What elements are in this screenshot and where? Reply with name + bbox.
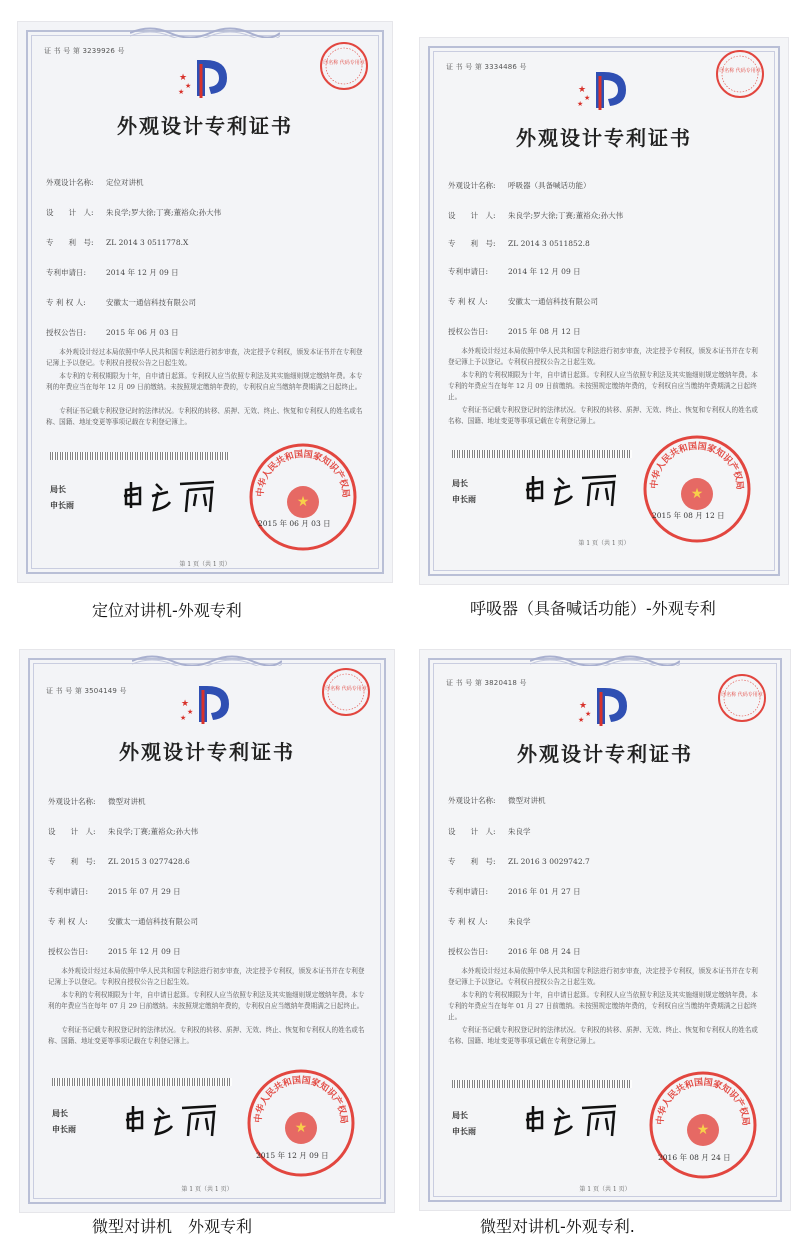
designers-value: 朱良学;丁赛;董裕众;孙大伟 — [108, 827, 199, 836]
grant-date-value: 2015 年 12 月 09 日 — [108, 947, 181, 956]
page-number: 第 1 页（共 1 页） — [579, 1186, 631, 1193]
filing-date-value: 2014 年 12 月 09 日 — [106, 268, 179, 277]
certificate-body-paragraph: 专利证书记载专利权登记时的法律状况。专利权的转移、质押、无效、终止、恢复和专利权人的姓名或名称、国籍、地址变更等事项记载在专利登记簿上。 — [448, 406, 758, 425]
patentee-row: 专 利 权 人: 安徽太一通信科技有限公司 — [46, 298, 196, 307]
svg-text:★: ★ — [577, 100, 584, 108]
svg-text:★: ★ — [179, 73, 188, 83]
certificate-body-paragraph: 专利证书记载专利权登记时的法律状况。专利权的转移、质押、无效、终止、恢复和专利权人的姓名或名称、国籍、地址变更等事项记载在专利登记簿上。 — [448, 1026, 758, 1045]
designers-value: 朱良学;罗大徐;丁赛;董裕众;孙大伟 — [106, 208, 222, 217]
certificate-body-paragraph: 本专利的专利权期限为十年，自申请日起算。专利权人应当依照专利法及其实施细则规定缴纳年费。本专利的年费应当在每年 01 月 27 日前缴纳。未按照规定缴纳年费的，专利权自应当缴纳年费期满之日起终止。 — [448, 991, 758, 1021]
certificate-body-paragraph: 本外观设计经过本局依照中华人民共和国专利法进行初步审查，决定授予专利权，颁发本证书并在专利登记簿上予以登记。专利权自授权公告之日起生效。 — [448, 347, 758, 366]
patentee-value: 朱良学 — [508, 917, 531, 926]
svg-text:★: ★ — [178, 88, 185, 96]
certificate-card-3 — [20, 650, 394, 1212]
designers-row: 设 计 人: 朱良学 — [448, 827, 531, 836]
director-title: 局长 — [452, 478, 468, 488]
agency-seal-text: 印名称 代码专用章 — [721, 692, 763, 698]
designers-row: 设 计 人: 朱良学;罗大徐;丁赛;董裕众;孙大伟 — [448, 211, 624, 220]
svg-text:★: ★ — [187, 708, 194, 716]
certificate-body-paragraph: 本外观设计经过本局依照中华人民共和国专利法进行初步审查，决定授予专利权，颁发本证书并在专利登记簿上予以登记。专利权自授权公告之日起生效。 — [46, 348, 363, 367]
agency-seal-text: 印名称 代码专用章 — [325, 686, 367, 692]
design-name-row: 外观设计名称: 微型对讲机 — [48, 797, 146, 806]
national-seal — [642, 434, 752, 544]
certificate-title: 外观设计专利证书 — [117, 114, 293, 138]
certificate-title: 外观设计专利证书 — [119, 740, 295, 764]
svg-text:★: ★ — [578, 716, 585, 724]
certificate-card-1 — [18, 22, 392, 582]
filing-date-row: 专利申请日: 2014 年 12 月 09 日 — [46, 268, 179, 277]
patentee-value: 安徽太一通信科技有限公司 — [508, 297, 598, 306]
designers-value: 朱良学;罗大徐;丁赛;董裕众;孙大伟 — [508, 211, 624, 220]
designers-row: 设 计 人: 朱良学;罗大徐;丁赛;董裕众;孙大伟 — [46, 208, 222, 217]
svg-text:★: ★ — [180, 714, 187, 722]
director-title: 局长 — [52, 1108, 68, 1118]
certificate-body-paragraph: 本外观设计经过本局依照中华人民共和国专利法进行初步审查，决定授予专利权，颁发本证书并在专利登记簿上予以登记。专利权自授权公告之日起生效。 — [48, 967, 365, 986]
certificate-body-paragraph: 本专利的专利权期限为十年，自申请日起算。专利权人应当依照专利法及其实施细则规定缴纳年费。本专利的年费应当在每年 07 月 29 日前缴纳。未按照规定缴纳年费的，专利权自应当缴纳年费期满之日起终止。 — [48, 991, 365, 1010]
patentee-value: 安徽太一通信科技有限公司 — [108, 917, 198, 926]
barcode — [452, 450, 632, 458]
svg-text:★: ★ — [296, 494, 310, 510]
patent-number-value: ZL 2015 3 0277428.6 — [108, 857, 190, 866]
director-name: 申长雨 — [452, 494, 476, 504]
patent-number-row: 专 利 号: ZL 2016 3 0029742.7 — [448, 857, 590, 866]
svg-text:★: ★ — [181, 699, 190, 709]
certificate-body-paragraph: 本专利的专利权期限为十年，自申请日起算。专利权人应当依照专利法及其实施细则规定缴纳年费。本专利的年费应当在每年 12 月 09 日前缴纳。未按照规定缴纳年费的，专利权自应当缴纳年费期满之日起终止。 — [448, 371, 758, 401]
svg-text:★: ★ — [578, 85, 587, 95]
national-seal — [648, 1070, 758, 1180]
grant-date-value: 2015 年 08 月 12 日 — [508, 327, 581, 336]
caption-1: 定位对讲机-外观专利 — [92, 601, 242, 620]
director-signature — [118, 474, 228, 518]
filing-date-value: 2014 年 12 月 09 日 — [508, 267, 581, 276]
caption-3: 微型对讲机 外观专利 — [92, 1217, 253, 1236]
grant-date-value: 2015 年 06 月 03 日 — [106, 328, 179, 337]
barcode — [452, 1080, 632, 1088]
patent-office-emblem-icon — [175, 54, 235, 102]
certificate-body-paragraph: 本外观设计经过本局依照中华人民共和国专利法进行初步审查，决定授予专利权，颁发本证书并在专利登记簿上予以登记。专利权自授权公告之日起生效。 — [448, 967, 758, 986]
caption-4: 微型对讲机-外观专利. — [480, 1217, 635, 1236]
patent-office-emblem-icon — [177, 680, 237, 728]
certificate-number: 证 书 号 第 3334486 号 — [446, 63, 527, 71]
certificate-title: 外观设计专利证书 — [516, 126, 692, 150]
design-name-row: 外观设计名称: 呼吸器（具备喊话功能） — [448, 181, 591, 190]
patent-number-value: ZL 2014 3 0511778.X — [106, 238, 189, 247]
certificate-page — [420, 650, 790, 1210]
grant-date-row: 授权公告日: 2015 年 12 月 09 日 — [48, 947, 181, 956]
director-signature — [520, 468, 630, 512]
barcode — [52, 1078, 232, 1086]
grant-date-row: 授权公告日: 2015 年 08 月 12 日 — [448, 327, 581, 336]
design-name-value: 微型对讲机 — [508, 796, 546, 805]
seal-date: 2015 年 12 月 09 日 — [256, 1151, 329, 1160]
certificate-title: 外观设计专利证书 — [517, 742, 693, 766]
filing-date-row: 专利申请日: 2016 年 01 月 27 日 — [448, 887, 581, 896]
certificate-body-paragraph: 专利证书记载专利权登记时的法律状况。专利权的转移、质押、无效、终止、恢复和专利权人的姓名或名称、国籍、地址变更等事项记载在专利登记簿上。 — [48, 1026, 365, 1045]
design-name-value: 定位对讲机 — [106, 178, 144, 187]
agency-seal — [320, 666, 372, 718]
director-signature — [120, 1098, 230, 1142]
patentee-value: 安徽太一通信科技有限公司 — [106, 298, 196, 307]
patentee-row: 专 利 权 人: 朱良学 — [448, 917, 531, 926]
certificate-body-paragraph: 本专利的专利权期限为十年，自申请日起算。专利权人应当依照专利法及其实施细则规定缴纳年费。本专利的年费应当在每年 12 月 09 日前缴纳。未按照规定缴纳年费的，专利权自应当缴纳年费期满之日起终止。 — [46, 372, 363, 391]
director-name: 申长雨 — [50, 500, 74, 510]
filing-date-value: 2016 年 01 月 27 日 — [508, 887, 581, 896]
svg-text:中华人民共和国国家知识产权局: 中华人民共和国国家知识产权局 — [649, 441, 745, 491]
patent-office-emblem-icon — [574, 66, 634, 114]
certificate-page — [420, 38, 788, 584]
certificate-number: 证 书 号 第 3820418 号 — [446, 679, 527, 687]
seal-date: 2016 年 08 月 24 日 — [658, 1153, 731, 1162]
certificate-page — [18, 22, 392, 582]
svg-text:★: ★ — [696, 1122, 710, 1138]
certificate-body-paragraph: 专利证书记载专利权登记时的法律状况。专利权的转移、质押、无效、终止、恢复和专利权人的姓名或名称、国籍、地址变更等事项记载在专利登记簿上。 — [46, 407, 363, 426]
page-number: 第 1 页（共 1 页） — [179, 561, 231, 568]
svg-text:★: ★ — [294, 1120, 308, 1136]
patentee-row: 专 利 权 人: 安徽太一通信科技有限公司 — [48, 917, 198, 926]
grant-date-value: 2016 年 08 月 24 日 — [508, 947, 581, 956]
filing-date-row: 专利申请日: 2015 年 07 月 29 日 — [48, 887, 181, 896]
filing-date-value: 2015 年 07 月 29 日 — [108, 887, 181, 896]
national-seal — [248, 442, 358, 552]
agency-seal-text: 印名称 代码专用章 — [323, 60, 365, 66]
certificate-number: 证 书 号 第 3239926 号 — [44, 47, 125, 55]
agency-seal — [318, 40, 370, 92]
patent-number-value: ZL 2016 3 0029742.7 — [508, 857, 590, 866]
patent-office-emblem-icon — [575, 682, 635, 730]
svg-text:★: ★ — [585, 710, 592, 718]
director-name: 申长雨 — [452, 1126, 476, 1136]
director-title: 局长 — [50, 484, 66, 494]
designers-row: 设 计 人: 朱良学;丁赛;董裕众;孙大伟 — [48, 827, 199, 836]
patent-number-row: 专 利 号: ZL 2014 3 0511778.X — [46, 238, 189, 247]
certificate-number: 证 书 号 第 3504149 号 — [46, 687, 127, 695]
scroll-ornament — [132, 652, 282, 666]
design-name-value: 呼吸器（具备喊话功能） — [508, 181, 591, 190]
svg-text:★: ★ — [185, 82, 192, 90]
designers-value: 朱良学 — [508, 827, 531, 836]
svg-text:中华人民共和国国家知识产权局: 中华人民共和国国家知识产权局 — [253, 1075, 349, 1125]
page-number: 第 1 页（共 1 页） — [181, 1186, 233, 1193]
design-name-row: 外观设计名称: 定位对讲机 — [46, 178, 144, 187]
director-signature — [520, 1098, 630, 1142]
filing-date-row: 专利申请日: 2014 年 12 月 09 日 — [448, 267, 581, 276]
certificate-card-4 — [420, 650, 790, 1210]
svg-text:中华人民共和国国家知识产权局: 中华人民共和国国家知识产权局 — [655, 1077, 751, 1127]
scroll-ornament — [530, 652, 680, 666]
agency-seal — [714, 48, 766, 100]
page-number: 第 1 页（共 1 页） — [578, 540, 630, 547]
grant-date-row: 授权公告日: 2015 年 06 月 03 日 — [46, 328, 179, 337]
certificate-card-2 — [420, 38, 788, 584]
grant-date-row: 授权公告日: 2016 年 08 月 24 日 — [448, 947, 581, 956]
design-name-value: 微型对讲机 — [108, 797, 146, 806]
agency-seal-text: 印名称 代码专用章 — [719, 68, 761, 74]
certificate-page — [20, 650, 394, 1212]
svg-text:★: ★ — [690, 486, 704, 502]
patent-number-row: 专 利 号: ZL 2014 3 0511852.8 — [448, 239, 590, 248]
director-name: 申长雨 — [52, 1124, 76, 1134]
seal-date: 2015 年 06 月 03 日 — [258, 519, 331, 528]
scroll-ornament — [130, 24, 280, 38]
patent-number-row: 专 利 号: ZL 2015 3 0277428.6 — [48, 857, 190, 866]
agency-seal — [716, 672, 768, 724]
design-name-row: 外观设计名称: 微型对讲机 — [448, 796, 546, 805]
svg-text:★: ★ — [579, 701, 588, 711]
seal-date: 2015 年 08 月 12 日 — [652, 511, 725, 520]
svg-text:中华人民共和国国家知识产权局: 中华人民共和国国家知识产权局 — [255, 449, 351, 499]
barcode — [50, 452, 230, 460]
national-seal — [246, 1068, 356, 1178]
patent-number-value: ZL 2014 3 0511852.8 — [508, 239, 590, 248]
svg-text:★: ★ — [584, 94, 591, 102]
caption-2: 呼吸器（具备喊话功能）-外观专利 — [470, 599, 716, 618]
director-title: 局长 — [452, 1110, 468, 1120]
patentee-row: 专 利 权 人: 安徽太一通信科技有限公司 — [448, 297, 598, 306]
